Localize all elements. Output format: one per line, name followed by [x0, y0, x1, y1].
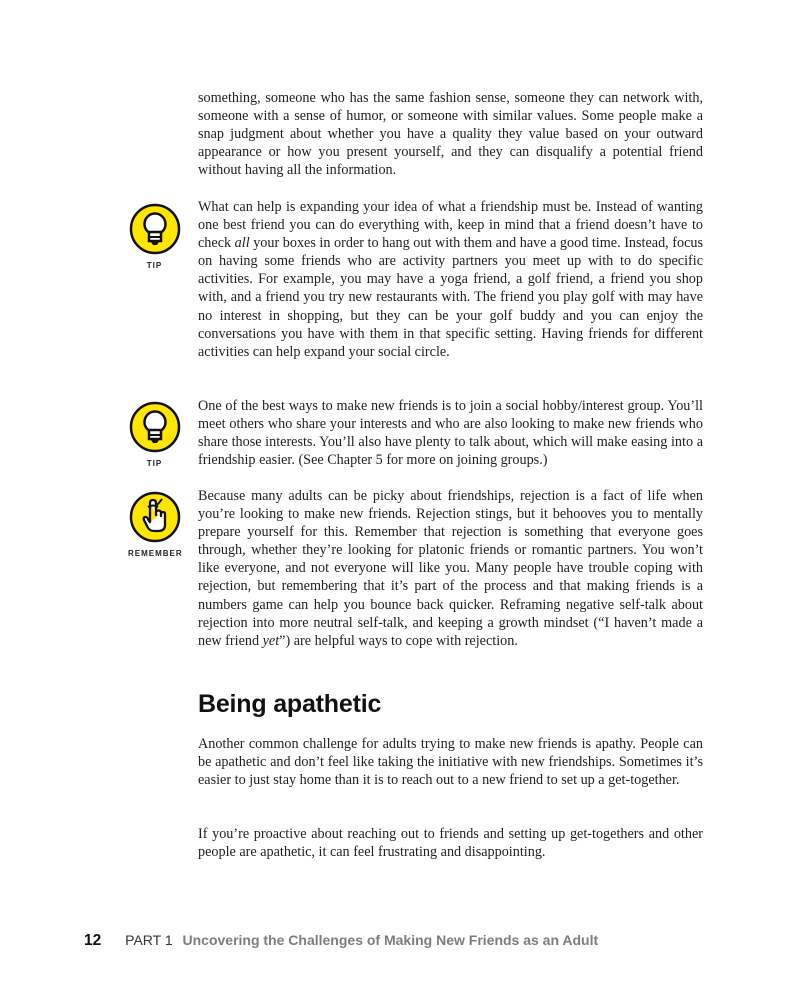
- remember-label: REMEMBER: [128, 549, 183, 558]
- emphasis-text: all: [234, 235, 250, 252]
- tip-icon-block: [128, 401, 181, 468]
- paragraph-proactive: If you’re proactive about reaching out to friends and setting up get-togethers and other people are apathetic, it can feel frustrating and disappointing.: [198, 826, 703, 861]
- paragraph-text: What can help is expanding your idea of what a friendship must be. Instead of wanting one best friend you can do everything with, keep in mind that a friend doesn’t have to check: [198, 199, 703, 252]
- tip-label: TIP: [146, 261, 163, 270]
- remember-icon-block: [128, 491, 181, 558]
- page-number: 12: [84, 932, 102, 949]
- emphasis-text: yet: [262, 632, 280, 649]
- page-footer: [84, 932, 598, 950]
- section-heading: Being apathetic: [198, 690, 382, 718]
- paragraph-expand-friendship: [198, 198, 703, 361]
- lightbulb-icon: [129, 203, 181, 255]
- paragraph-hobby-group: One of the best ways to make new friends is to join a social hobby/interest group. You’ll meet others who share your interests and who are also looking to make new friends who share those interests. You’ll also have plenty to talk about, which will make easing into a friendship easier. (See Chapter 5 for more on joining groups.): [198, 398, 703, 469]
- lightbulb-icon: [129, 401, 181, 453]
- paragraph-rejection: [198, 487, 703, 650]
- paragraph-apathy: Another common challenge for adults trying to make new friends is apathy. People can be apathetic and don’t feel like taking the initiative with new friendships. Sometimes it’s easier to just stay home than it is to reach out to a new friend to set up a get-together.: [198, 736, 703, 789]
- paragraph-text: your boxes in order to hang out with them and have a good time. Instead, focus on having some friends who are activity partners you meet up with to do specific activities. For example, you may have a yoga friend, a golf friend, a friend you shop with, and a friend you try new restaurants with. The friend you play golf with may have no interest in shopping, but they can be your golf buddy and you can enjoy the conversations you have with them in that specific setting. Having friends for different activities can help expand your social circle.: [198, 235, 703, 360]
- part-title: Uncovering the Challenges of Making New Friends as an Adult: [182, 932, 599, 948]
- finger-string-icon: [129, 491, 181, 543]
- paragraph-intro-continued: something, someone who has the same fashion sense, someone they can network with, someone with a sense of humor, or someone with similar values. Some people make a snap judgment about whether you have a quality they value based on your outward appearance or how you present yourself, and they can disqualify a potential friend without having all the information.: [198, 90, 703, 179]
- paragraph-text: ”) are helpful ways to cope with rejection.: [279, 632, 518, 649]
- tip-icon-block: [128, 203, 181, 270]
- paragraph-text: Because many adults can be picky about friendships, rejection is a fact of life when you’re looking to make new friends. Rejection stings, but it behooves you to mentally prepare yourself for this. Remember that rejection is something that everyone goes through, whether they’re looking for platonic friends or romantic partners. You won’t like everyone, and not everyone will like you. Many people have trouble coping with rejection, but remembering that it’s part of the process and that making friends is a numbers game can help you bounce back quicker. Reframing negative self-talk about rejection into more neutral self-talk, and keeping a growth mindset (“I haven’t made a new friend: [198, 488, 703, 649]
- tip-label: TIP: [146, 459, 163, 468]
- part-label: PART 1: [125, 932, 173, 948]
